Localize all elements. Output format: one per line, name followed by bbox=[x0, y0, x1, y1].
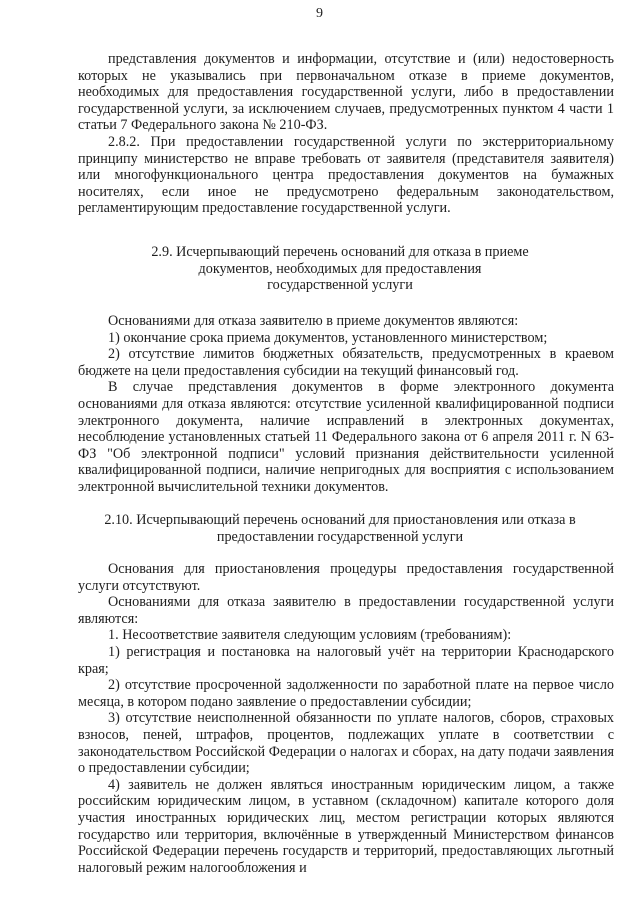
section-2-9-body bbox=[78, 313, 614, 496]
list-item: 1. Несоответствие заявителя следующим условиям (требованиям): bbox=[108, 627, 512, 644]
list-item: 1) регистрация и постановка на налоговый учёт на территории Краснодарского края; bbox=[78, 643, 614, 677]
list-item: 4) заявитель не должен являться иностранным юридическим лицом, а также российским юридическим лицом, в уставном (складочном) капитале которого доля участия иностранных юридических лиц, местом регистрации которых являются государство или территория, включённые в утвержденный Министерством финансов Российской Федерации перечень государств и территорий, предоставляющих льготный налоговый режим налогообложения и bbox=[78, 776, 614, 876]
section-2-9-heading bbox=[60, 244, 620, 294]
section-2-10-body bbox=[78, 561, 614, 876]
list-item: 2) отсутствие просроченной задолженности по заработной плате на первое число месяца, в котором подано заявление о предоставлении субсидии; bbox=[78, 677, 614, 710]
section-2-10-heading bbox=[60, 512, 620, 545]
page-number: 9 bbox=[316, 6, 323, 21]
heading-line: 2.10. Исчерпывающий перечень оснований для приостановления или отказа в bbox=[104, 512, 576, 528]
heading-line: предоставлении государственной услуги bbox=[216, 528, 464, 545]
paragraph-continuation: представления документов и информации, отсутствие и (или) недостоверность которых не указывались при первоначальном отказе в приеме документов, необходимых для предоставления государственной услуги, либо в предоставлении государственной услуги, за исключением случаев, предусмотренных пунктом 4 части 1 статьи 7 Федерального закона № 210-ФЗ. bbox=[78, 51, 614, 134]
section-2-8-tail bbox=[78, 51, 614, 217]
heading-line: документов, необходимых для предоставления bbox=[198, 260, 482, 277]
paragraph-refusal-intro: Основаниями для отказа заявителю в предоставлении государственной услуги являются: bbox=[78, 594, 614, 627]
paragraph-suspension: Основания для приостановления процедуры предоставления государственной услуги отсутствуют. bbox=[78, 561, 614, 594]
list-item: 2) отсутствие лимитов бюджетных обязательств, предусмотренных в краевом бюджете на цели предоставления субсидии на текущий финансовый год. bbox=[78, 346, 614, 379]
paragraph-intro: Основаниями для отказа заявителю в приеме документов являются: bbox=[108, 313, 519, 329]
list-item: 3) отсутствие неисполненной обязанности по уплате налогов, сборов, страховых взносов, пеней, штрафов, процентов, подлежащих уплате в соответствии с законодательством Российской Федерации о налогах и сборах, на дату подачи заявления о предоставлении субсидии; bbox=[78, 710, 614, 777]
heading-line: 2.9. Исчерпывающий перечень оснований для отказа в приеме bbox=[151, 244, 529, 260]
heading-line: государственной услуги bbox=[267, 277, 413, 294]
paragraph-2-8-2: 2.8.2. При предоставлении государственной услуги по экстерриториальному принципу министерство не вправе требовать от заявителя (представителя заявителя) или многофункционального центра предоставления документов на бумажных носителях, если иное не предусмотрено федеральным законодательством, регламентирующим предоставление государственной услуги. bbox=[78, 133, 614, 217]
paragraph-electronic: В случае представления документов в форме электронного документа основаниями для отказа являются: отсутствие усиленной квалифицированной подписи электронного документа, наличие исправлений в электронных документах, несоблюдение установленных статьей 11 Федерального закона от 6 апреля 2011 г. N 63-ФЗ "Об электронной подписи" условий признания действительности усиленной квалифицированной подписи, наличие непригодных для восприятия с использованием электронной вычислительной техники документов. bbox=[78, 379, 614, 495]
list-item: 1) окончание срока приема документов, установленного министерством; bbox=[108, 329, 548, 346]
